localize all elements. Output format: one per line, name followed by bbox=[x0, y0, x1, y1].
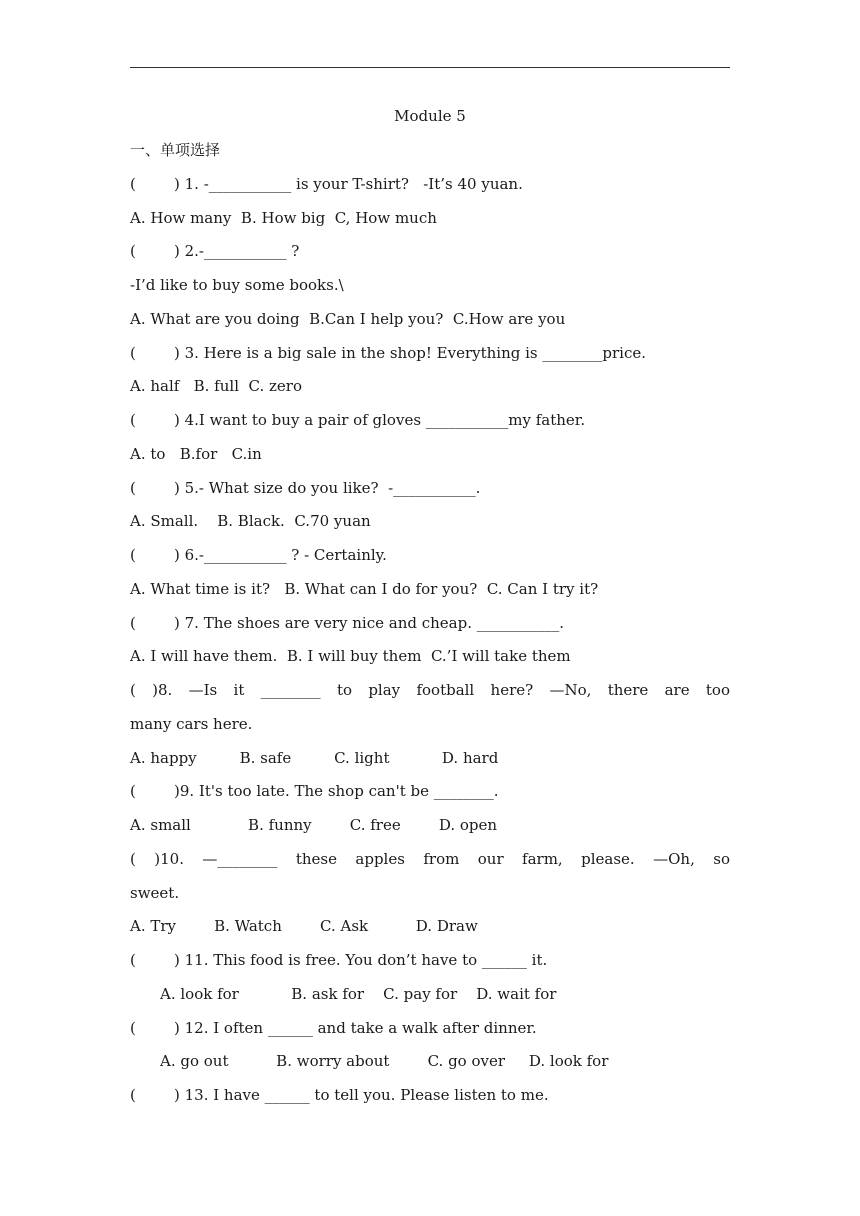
question-10: ( )10. —________ these apples from our farm, please. —Oh, so bbox=[130, 850, 730, 868]
question-8: ( )8. —Is it ________ to play football here? —No, there are too bbox=[130, 681, 730, 699]
options-9: A. small B. funny C. free D. open bbox=[130, 816, 498, 834]
question-1: ( ) 1. -___________ is your T-shirt? -It’s 40 yuan. bbox=[130, 175, 523, 193]
question-6: ( ) 6.-___________ ? - Certainly. bbox=[130, 546, 387, 564]
question-5: ( ) 5.- What size do you like? -___________. bbox=[130, 479, 481, 497]
question-7: ( ) 7. The shoes are very nice and cheap. ___________. bbox=[130, 614, 565, 632]
options-8: A. happy B. safe C. light D. hard bbox=[130, 749, 499, 767]
options-4: A. to B.for C.in bbox=[130, 445, 262, 463]
page-title: Module 5 bbox=[394, 107, 466, 125]
options-2: A. What are you doing B.Can I help you? C.How are you bbox=[130, 310, 566, 328]
question-9: ( )9. It's too late. The shop can't be ________. bbox=[130, 782, 499, 800]
options-12: A. go out B. worry about C. go over D. look for bbox=[160, 1052, 609, 1070]
options-6: A. What time is it? B. What can I do for you? C. Can I try it? bbox=[130, 580, 599, 598]
question-13: ( ) 13. I have ______ to tell you. Please listen to me. bbox=[130, 1086, 549, 1104]
options-7: A. I will have them. B. I will buy them C.’I will take them bbox=[130, 647, 571, 665]
options-10: A. Try B. Watch C. Ask D. Draw bbox=[130, 917, 478, 935]
header-rule bbox=[130, 67, 730, 68]
question-11: ( ) 11. This food is free. You don’t have to ______ it. bbox=[130, 951, 548, 969]
options-1: A. How many B. How big C, How much bbox=[130, 209, 437, 227]
question-8-continued: many cars here. bbox=[130, 715, 253, 733]
section-heading: 一、单项选择 bbox=[130, 141, 221, 159]
question-10-continued: sweet. bbox=[130, 884, 180, 902]
question-12: ( ) 12. I often ______ and take a walk after dinner. bbox=[130, 1019, 537, 1037]
options-3: A. half B. full C. zero bbox=[130, 377, 302, 395]
options-11: A. look for B. ask for C. pay for D. wait for bbox=[160, 985, 557, 1003]
question-4: ( ) 4.I want to buy a pair of gloves ___________my father. bbox=[130, 411, 586, 429]
question-2-response: -I’d like to buy some books.\ bbox=[130, 276, 344, 294]
question-2: ( ) 2.-___________ ? bbox=[130, 242, 300, 260]
question-3: ( ) 3. Here is a big sale in the shop! Everything is ________price. bbox=[130, 344, 646, 362]
options-5: A. Small. B. Black. C.70 yuan bbox=[130, 512, 371, 530]
